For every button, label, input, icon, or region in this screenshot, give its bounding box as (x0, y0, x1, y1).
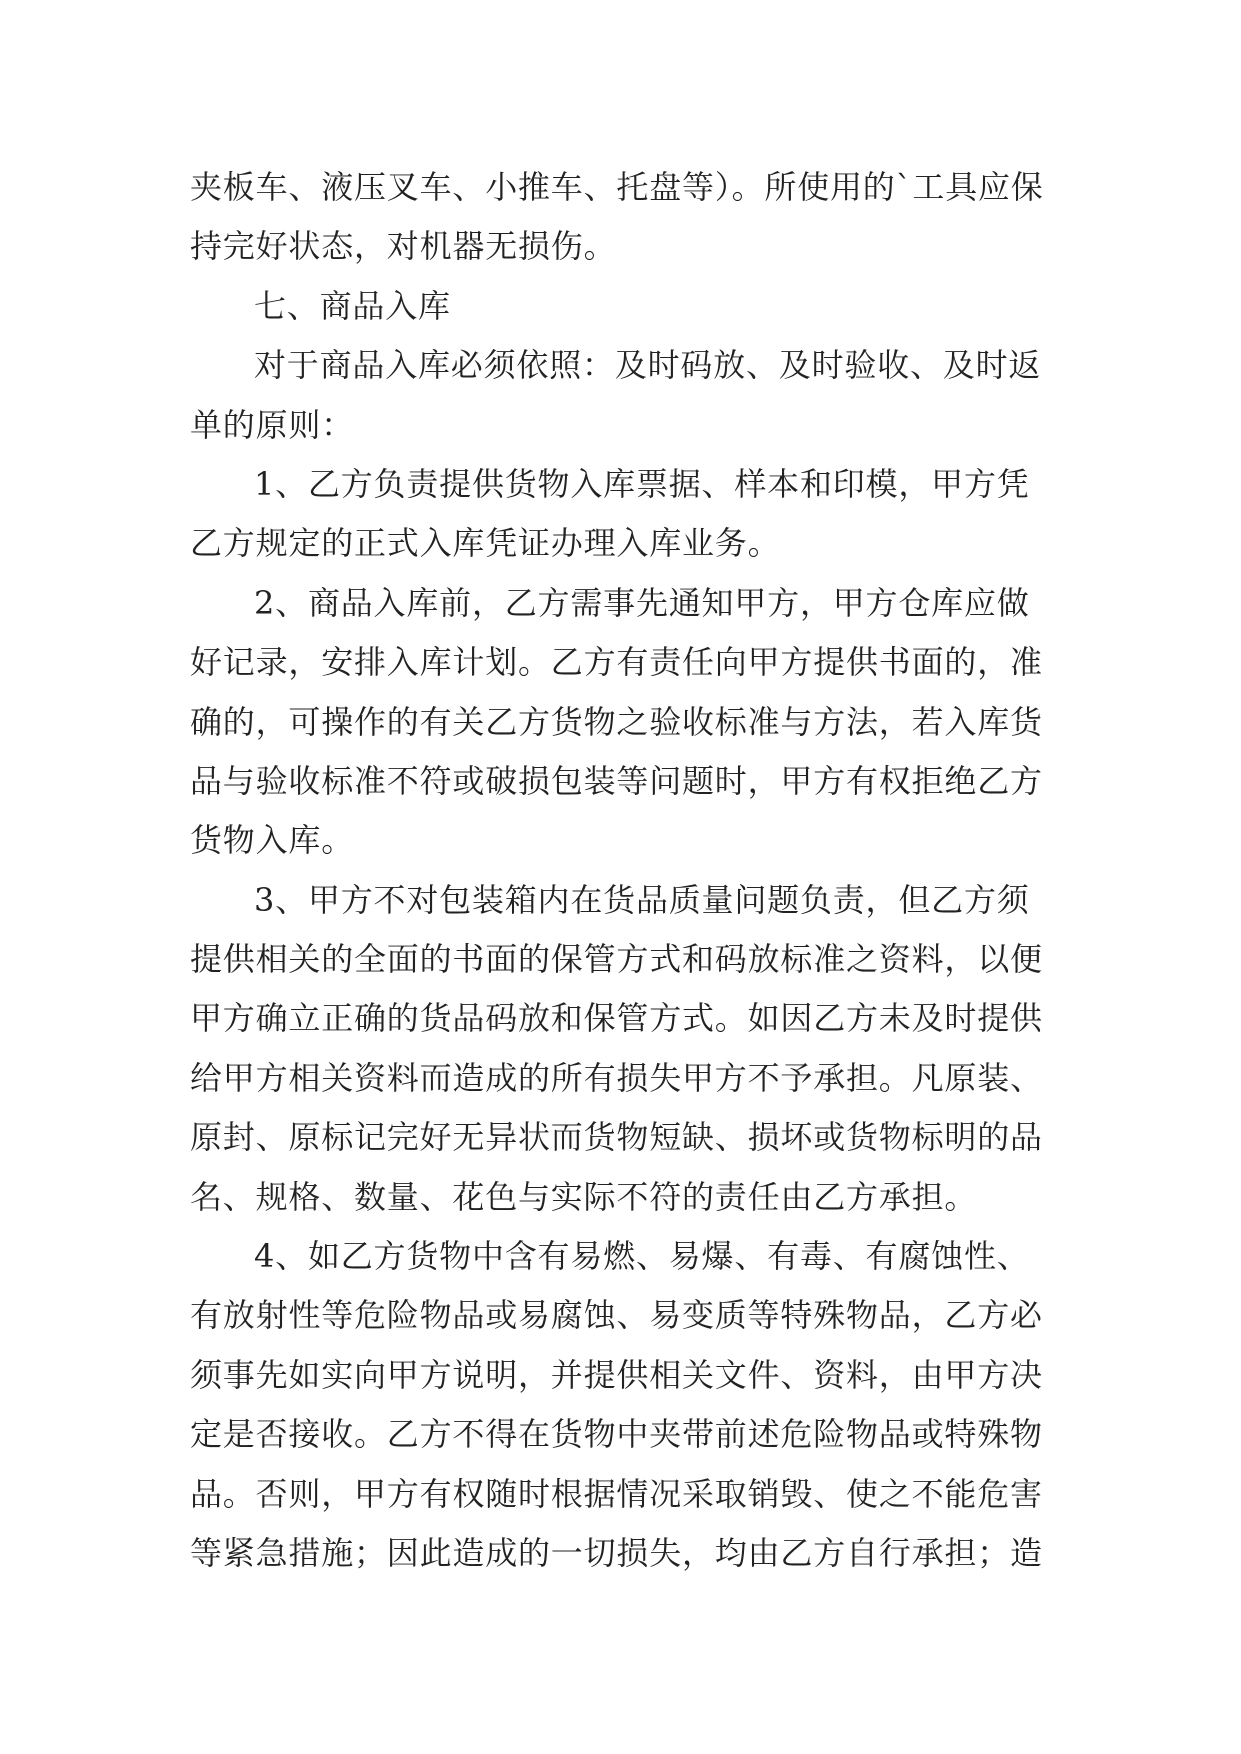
text-line: 提供相关的全面的书面的保管方式和码放标准之资料，以便 (190, 940, 1043, 979)
document-body (190, 158, 1090, 1583)
text-line: 好记录，安排入库计划。乙方有责任向甲方提供书面的，准 (190, 643, 1043, 682)
text-line: 2、商品入库前，乙方需事先通知甲方，甲方仓库应做 (254, 583, 1030, 622)
text-line: 确的，可操作的有关乙方货物之验收标准与方法，若入库货 (190, 702, 1043, 741)
text-line: 名、规格、数量、花色与实际不符的责任由乙方承担。 (190, 1177, 978, 1216)
text-line: 对于商品入库必须依照：及时码放、及时验收、及时返 (254, 346, 1042, 385)
text-line: 等紧急措施；因此造成的一切损失，均由乙方自行承担；造 (190, 1533, 1043, 1572)
text-line: 乙方规定的正式入库凭证办理入库业务。 (190, 524, 781, 563)
text-line: 原封、原标记完好无异状而货物短缺、损坏或货物标明的品 (190, 1118, 1043, 1157)
text-line: 甲方确立正确的货品码放和保管方式。如因乙方未及时提供 (190, 999, 1043, 1038)
text-line: 夹板车、液压叉车、小推车、托盘等）。所使用的`工具应保 (190, 168, 1044, 206)
text-line: 单的原则： (190, 405, 355, 444)
text-line: 给甲方相关资料而造成的所有损失甲方不予承担。凡原装、 (190, 1058, 1043, 1097)
text-line: 持完好状态，对机器无损伤。 (190, 227, 617, 266)
text-line: 七、商品入库 (254, 286, 451, 325)
text-line: 货物入库。 (190, 821, 355, 860)
text-line: 有放射性等危险物品或易腐蚀、易变质等特殊物品，乙方必 (190, 1296, 1043, 1335)
text-line: 1、乙方负责提供货物入库票据、样本和印模，甲方凭 (254, 464, 1030, 503)
text-line: 品与验收标准不符或破损包装等问题时，甲方有权拒绝乙方 (190, 761, 1043, 800)
text-line: 3、甲方不对包装箱内在货品质量问题负责，但乙方须 (254, 880, 1030, 919)
text-line: 4、如乙方货物中含有易燃、易爆、有毒、有腐蚀性、 (254, 1237, 1030, 1276)
text-line: 须事先如实向甲方说明，并提供相关文件、资料，由甲方决 (190, 1355, 1043, 1394)
text-line: 定是否接收。乙方不得在货物中夹带前述危险物品或特殊物 (190, 1415, 1043, 1454)
text-line: 品。否则，甲方有权随时根据情况采取销毁、使之不能危害 (190, 1474, 1043, 1513)
